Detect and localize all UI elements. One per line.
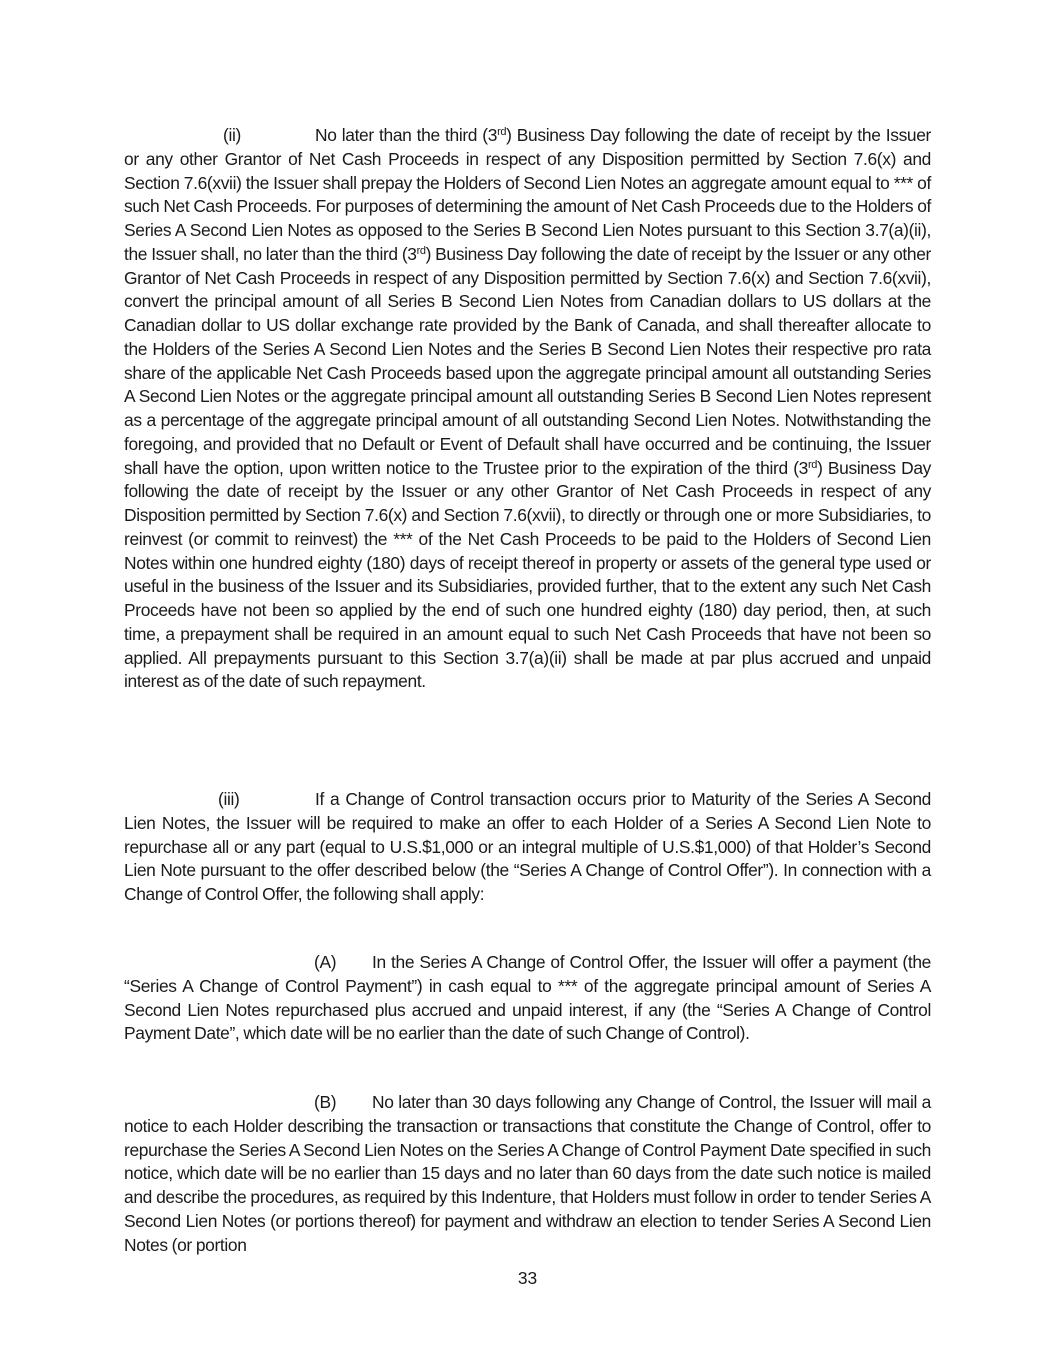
paragraph-text: ) Business Day following the date of receipt by the Issuer or any other Grantor of Net Cash Proceeds in respect of any Disposition permitted by Section 7.6(x) and Section 7.6(xvii) the Issuer shall prepay the Holders of Second Lien Notes an aggregate amount equal to *** of such Net Cash Proceeds. For purposes of determining the amount of Net Cash Proceeds due to the Holders of Series A Second Lien Notes as opposed to the Series B Second Lien Notes pursuant to this Section 3.7(a)(ii), the Issuer shall, no later than the third (3 [124,125,931,264]
paragraph-a [124,951,931,1046]
paragraph-text: In the Series A Change of Control Offer, the Issuer will offer a payment (the “Series A Change of Control Payment”) in cash equal to *** of the aggregate principal amount of Series A Second Lien Notes repurchased plus accrued and unpaid interest, if any (the “Series A Change of Control Payment Date”, which date will be no earlier than the date of such Change of Control). [124,952,931,1044]
paragraph-number: (B) [314,1092,337,1112]
page-number: 33 [517,1268,538,1288]
ordinal-superscript: rd [497,126,507,138]
paragraph-b [124,1091,931,1257]
paragraph-number: (iii) [218,789,240,809]
paragraph-text: ) Business Day following the date of receipt by the Issuer or any other Grantor of Net Cash Proceeds in respect of any Disposition permitted by Section 7.6(x) and Section 7.6(xvii), to directly or through one or more Subsidiaries, to reinvest (or commit to reinvest) the *** of the Net Cash Proceeds to be paid to the Holders of Second Lien Notes within one hundred eighty (180) days of receipt thereof in property or assets of the general type used or useful in the business of the Issuer and its Subsidiaries, provided further, that to the extent any such Net Cash Proceeds have not been so applied by the end of such one hundred eighty (180) day period, then, at such time, a prepayment shall be required in an amount equal to such Net Cash Proceeds that have not been so applied. All prepayments pursuant to this Section 3.7(a)(ii) shall be made at par plus accrued and unpaid interest as of the date of such repayment. [124,457,931,692]
paragraph-iii [124,788,931,907]
paragraph-text: ) Business Day following the date of receipt by the Issuer or any other Grantor of Net Cash Proceeds in respect of any Disposition permitted by Section 7.6(x) and Section 7.6(xvii), convert the principal amount of all Series B Second Lien Notes from Canadian dollars to US dollars at the Canadian dollar to US dollar exchange rate provided by the Bank of Canada, and shall thereafter allocate to the Holders of the Series A Second Lien Notes and the Series B Second Lien Notes their respective pro rata share of the applicable Net Cash Proceeds based upon the aggregate principal amount all outstanding Series A Second Lien Notes or the aggregate principal amount all outstanding Series B Second Lien Notes represent as a percentage of the aggregate principal amount of all outstanding Second Lien Notes. Notwithstanding the foregoing, and provided that no Default or Event of Default shall have occurred and be continuing, the Issuer shall have the option, upon written notice to the Trustee prior to the expiration of the third (3 [124,243,931,478]
paragraph-number: (ii) [223,125,241,145]
paragraph-ii [124,124,931,694]
paragraph-text: No later than 30 days following any Change of Control, the Issuer will mail a notice to each Holder describing the transaction or transactions that constitute the Change of Control, offer to repurchase the Series A Second Lien Notes on the Series A Change of Control Payment Date specified in such notice, which date will be no earlier than 15 days and no later than 60 days from the date such notice is mailed and describe the procedures, as required by this Indenture, that Holders must follow in order to tender Series A Second Lien Notes (or portions thereof) for payment and withdraw an election to tender Series A Second Lien Notes (or portion [124,1092,931,1255]
paragraph-number: (A) [314,952,337,972]
ordinal-superscript: rd [416,244,426,257]
paragraph-text: If a Change of Control transaction occurs prior to Maturity of the Series A Second Lien Notes, the Issuer will be required to make an offer to each Holder of a Series A Second Lien Note to repurchase all or any part (equal to U.S.$1,000 or an integral multiple of U.S.$1,000) of that Holder’s Second Lien Note pursuant to the offer described below (the “Series A Change of Control Offer”). In connection with a Change of Control Offer, the following shall apply: [124,789,931,904]
ordinal-superscript: rd [807,458,818,471]
paragraph-text: No later than the third (3 [315,125,498,145]
